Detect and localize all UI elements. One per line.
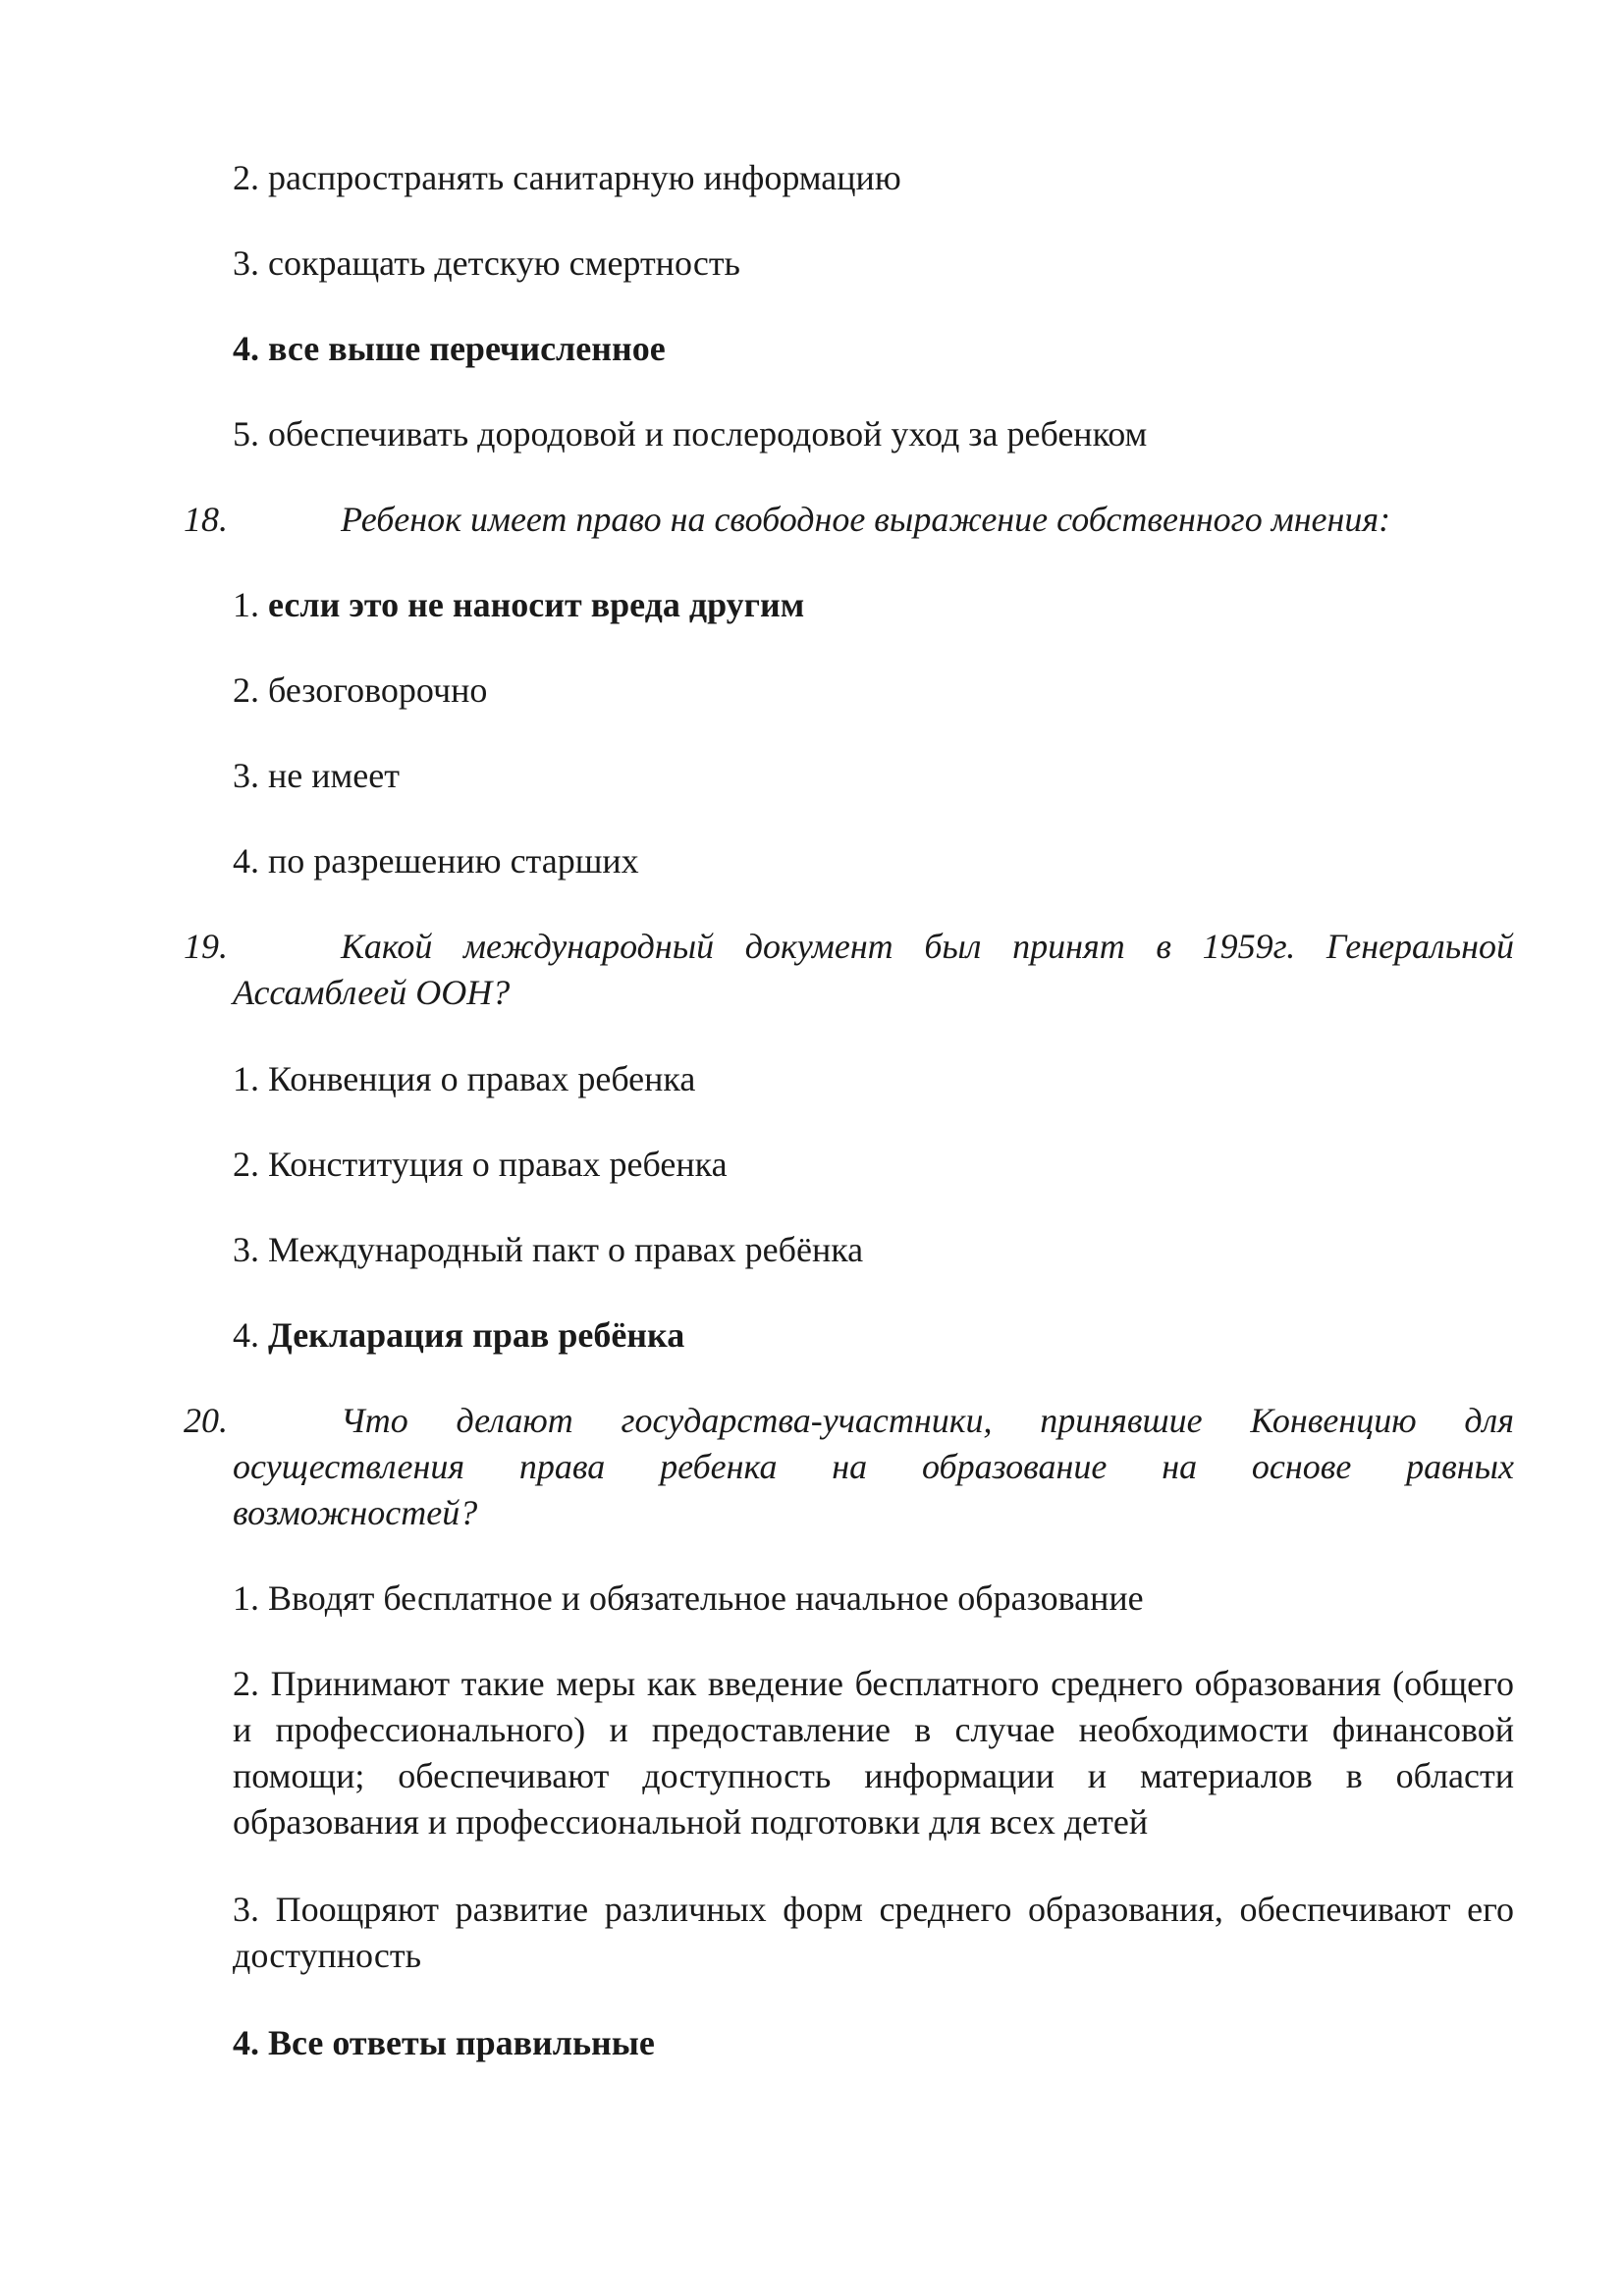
option-number: 1. bbox=[233, 1578, 259, 1618]
q17-option-3 bbox=[233, 240, 1514, 287]
question-20 bbox=[184, 1398, 1514, 1536]
question-text-line-2: Ассамблеей ООН? bbox=[233, 973, 511, 1012]
option-number: 2. bbox=[233, 1664, 259, 1703]
q20-option-2 bbox=[233, 1661, 1514, 1845]
option-text: Международный пакт о правах ребёнка bbox=[268, 1230, 864, 1269]
q19-option-1 bbox=[233, 1056, 1514, 1102]
q17-option-4-correct bbox=[233, 326, 1514, 372]
question-number: 20. bbox=[184, 1401, 228, 1440]
option-text: Конвенция о правах ребенка bbox=[268, 1059, 696, 1098]
q18-option-2 bbox=[233, 667, 1514, 714]
option-text: Поощряют развитие различных форм среднего образования, обеспечивают его доступность bbox=[233, 1890, 1514, 1975]
option-text: по разрешению старших bbox=[268, 841, 639, 881]
q19-option-2 bbox=[233, 1142, 1514, 1188]
option-text: не имеет bbox=[268, 756, 400, 795]
option-number: 4. bbox=[233, 841, 259, 881]
q19-option-3 bbox=[233, 1227, 1514, 1273]
option-number: 3. bbox=[233, 756, 259, 795]
q19-option-4-correct bbox=[233, 1312, 1514, 1359]
option-number: 3. bbox=[233, 243, 259, 283]
option-number: 3. bbox=[233, 1890, 259, 1929]
q17-option-2 bbox=[233, 155, 1514, 201]
option-text: если это не наносит вреда другим bbox=[268, 585, 805, 624]
q20-option-3 bbox=[233, 1887, 1514, 1979]
option-number: 1. bbox=[233, 1059, 259, 1098]
question-text-line-2: осуществления права ребенка на образование на основе равных bbox=[233, 1447, 1514, 1486]
q17-option-5 bbox=[233, 411, 1514, 457]
option-number: 2. bbox=[233, 1145, 259, 1184]
option-text: Конституция о правах ребенка bbox=[268, 1145, 728, 1184]
question-text: Ребенок имеет право на свободное выражение собственного мнения: bbox=[341, 500, 1391, 539]
option-number: 4. bbox=[233, 2023, 259, 2062]
question-text-line-1: Что делают государства-участники, принявшие Конвенцию для bbox=[341, 1401, 1514, 1440]
q18-option-4 bbox=[233, 838, 1514, 884]
option-text: Принимают такие меры как введение бесплатного среднего образования (общего и профессионального) и предоставление в случае необходимости финансовой помощи; обеспечивают доступность информации и материалов в области образования и профессиональной подготовки для всех детей bbox=[233, 1664, 1515, 1842]
option-number: 2. bbox=[233, 670, 259, 710]
question-19 bbox=[184, 924, 1514, 1016]
option-text: Декларация прав ребёнка bbox=[268, 1315, 685, 1355]
option-number: 2. bbox=[233, 158, 259, 197]
option-text: безоговорочно bbox=[268, 670, 488, 710]
option-text: Вводят бесплатное и обязательное начальное образование bbox=[268, 1578, 1144, 1618]
question-number: 18. bbox=[184, 500, 228, 539]
option-text: все выше перечисленное bbox=[268, 329, 666, 368]
option-number: 4. bbox=[233, 329, 259, 368]
option-number: 5. bbox=[233, 414, 259, 454]
question-line bbox=[184, 924, 1514, 970]
option-number: 3. bbox=[233, 1230, 259, 1269]
q18-option-1-correct bbox=[233, 582, 1514, 628]
option-number: 4. bbox=[233, 1315, 259, 1355]
option-text: распространять санитарную информацию bbox=[268, 158, 901, 197]
option-text: Все ответы правильные bbox=[268, 2023, 655, 2062]
option-text: обеспечивать дородовой и послеродовой уход за ребенком bbox=[268, 414, 1148, 454]
q20-option-4-correct bbox=[233, 2020, 1514, 2066]
question-18 bbox=[184, 497, 1514, 543]
option-number: 1. bbox=[233, 585, 259, 624]
q18-option-3 bbox=[233, 753, 1514, 799]
question-text-line-1: Какой международный документ был принят в 1959г. Генеральной bbox=[341, 927, 1514, 966]
option-text: сокращать детскую смертность bbox=[268, 243, 740, 283]
question-text-line-3: возможностей? bbox=[233, 1493, 478, 1532]
question-number: 19. bbox=[184, 927, 228, 966]
q20-option-1 bbox=[233, 1575, 1514, 1622]
question-line bbox=[184, 1398, 1514, 1444]
